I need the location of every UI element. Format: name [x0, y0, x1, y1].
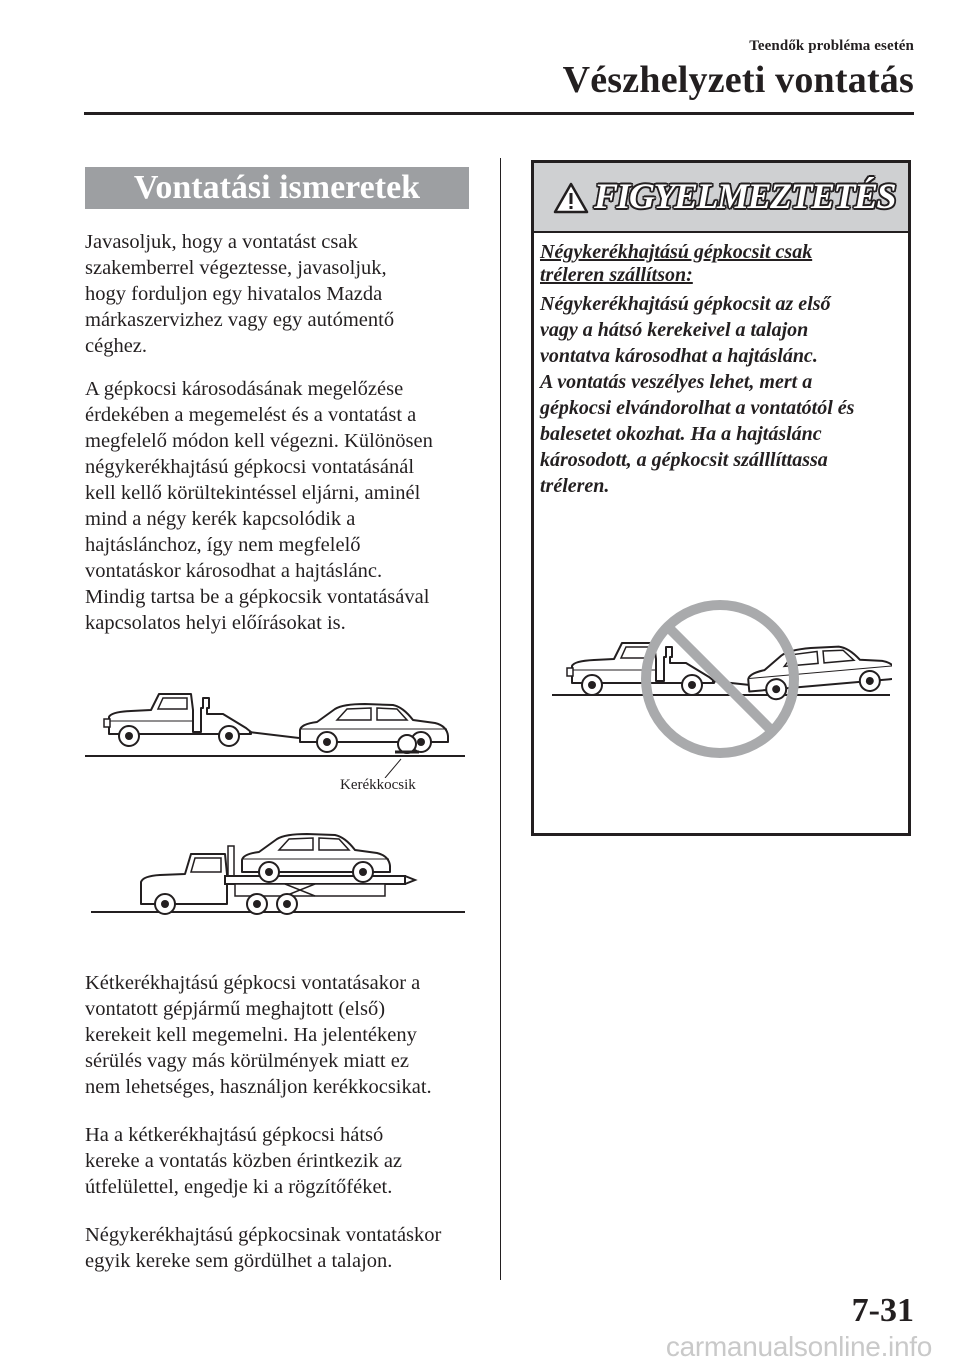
figure-towing-with-dollies: [85, 688, 470, 778]
page-title: Vészhelyzeti vontatás: [562, 59, 914, 101]
wheel-dolly-icon: [398, 735, 416, 753]
paragraph-2wd-towing: Kétkerékhajtású gépkocsi vontatásakor a vontatott gépjármű meghajtott (első) kerekeit kell megemelni. Ha jelentékeny sérülés vagy más körülmények miatt ez nem lehetséges, használjon kerékkocsikat.: [85, 972, 432, 1098]
warning-box: [531, 160, 911, 836]
loaded-car-illustration: [242, 834, 390, 882]
page-number: 7-31: [851, 1292, 914, 1329]
dolly-figure-label: Kerékkocsik: [340, 777, 416, 793]
flatbed-deck: [225, 876, 405, 884]
paragraph-damage-prevention: A gépkocsi károsodásának megelőzése érdekében a megemelést és a vontatást a megfelelő módon kell végezni. Különösen négykerékhajtású gépkocsi vontatásánál kell kellő körültekintéssel eljárni, aminél mind a négy kerék kapcsolódik a hajtáslánchoz, így nem megfelelő vontatáskor károsodhat a hajtáslánc. Mindig tartsa be a gépkocsik vontatásával kapcsolatos helyi előírásokat is.: [85, 378, 433, 634]
warning-body-text: Négykerékhajtású gépkocsit az első vagy a hátsó kerekeivel a talajon vontatva károsodhat a hajtáslánc. A vontatás veszélyes lehet, mert a gépkocsi elvándorolhat a vontatótól és balesetet okozhat. Ha a hajtáslánc károsodott, a gépkocsit szálllíttassa tréleren.: [540, 293, 855, 497]
paragraph-4wd-rule: Négykerékhajtású gépkocsinak vontatáskor egyik kereke sem gördülhet a talajon.: [85, 1224, 442, 1272]
figure-flatbed-transport: [85, 820, 470, 920]
section-title-banner: Vontatási ismeretek: [85, 167, 469, 209]
warning-header: [534, 163, 908, 233]
warning-heading: Négykerékhajtású gépkocsit csak tréleren szállítson:: [540, 241, 813, 286]
tow-truck-illustration: [104, 694, 251, 746]
chapter-subtitle: Teendők probléma esetén: [749, 38, 914, 54]
paragraph-rear-wheels-brake: Ha a kétkerékhajtású gépkocsi hátsó kereke a vontatás közben érintkezik az útfelülettel, engedje ki a rögzítőféket.: [85, 1124, 403, 1198]
column-divider: [500, 158, 501, 1280]
figure-prohibited-towing: [552, 563, 892, 763]
watermark-text: carmanualsonline.info: [665, 1331, 932, 1362]
warning-triangle-icon: [553, 182, 589, 214]
header-rule: [84, 112, 914, 115]
paragraph-towing-advice: Javasoljuk, hogy a vontatást csak szakemberrel végeztesse, javasoljuk, hogy forduljon egy hivatalos Mazda márkaszervizhez vagy egy autómentő céghez.: [85, 231, 395, 357]
towed-car-illustration: [746, 641, 892, 702]
dolly-leader-line: [385, 759, 401, 778]
warning-title: FIGYELMEZTETÉS: [594, 176, 896, 216]
towed-car-illustration: [300, 704, 448, 752]
